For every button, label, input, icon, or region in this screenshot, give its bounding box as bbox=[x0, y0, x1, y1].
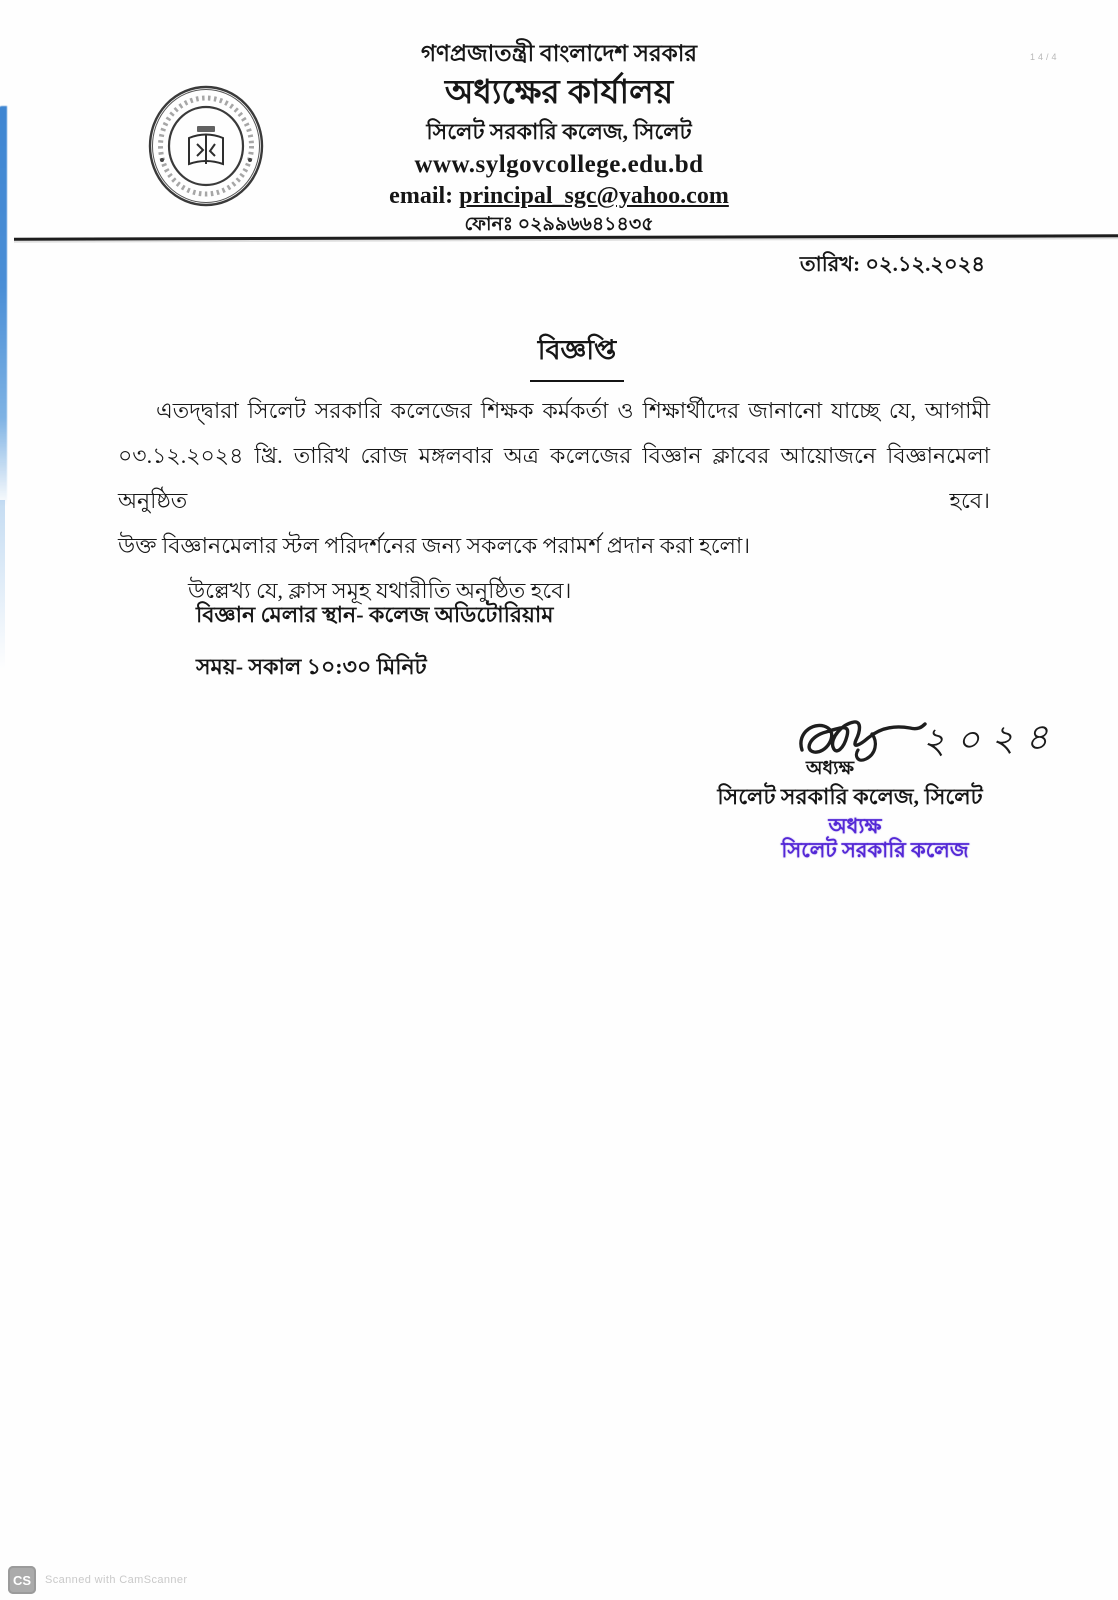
scan-edge-artifact-tail bbox=[0, 500, 5, 670]
government-name: গণপ্রজাতন্ত্রী বাংলাদেশ সরকার bbox=[420, 41, 698, 66]
notice-title: বিজ্ঞপ্তি bbox=[0, 330, 1118, 382]
faint-corner-mark: 14/4 bbox=[1030, 52, 1060, 62]
letterhead bbox=[0, 40, 1118, 237]
office-stamp-designation: অধ্যক্ষ bbox=[828, 814, 882, 838]
body-line: উক্ত বিজ্ঞানমেলার স্টল পরিদর্শনের জন্য সকলকে পরামর্শ প্রদান করা হলো। bbox=[118, 533, 751, 558]
email-label: email: bbox=[389, 182, 460, 209]
signatory-institution: সিলেট সরকারি কলেজ, সিলেট bbox=[717, 784, 983, 809]
phone-number: ফোনঃ ০২৯৯৬৬৪১৪৩৫ bbox=[464, 213, 654, 235]
notice-date: তারিখ: ০২.১২.২০২৪ bbox=[799, 252, 985, 276]
signatory-designation: অধ্যক্ষ bbox=[806, 758, 855, 779]
body-line: এতদ্দ্বারা সিলেট সরকারি কলেজের শিক্ষক কর্মকর্তা ও শিক্ষার্থীদের জানানো যাচ্ছে যে, আগামী bbox=[156, 398, 990, 423]
signature-block bbox=[700, 710, 1060, 880]
signature-year: ২০২৪ bbox=[921, 716, 1061, 762]
office-stamp-institution: সিলেট সরকারি কলেজ bbox=[781, 838, 969, 862]
fair-time: সময়- সকাল ১০:৩০ মিনিট bbox=[196, 654, 427, 679]
camscanner-watermark bbox=[8, 1566, 188, 1594]
email-address: principal_sgc@yahoo.com bbox=[459, 182, 729, 209]
notice-body bbox=[118, 388, 990, 613]
fair-venue: বিজ্ঞান মেলার স্থান- কলেজ অডিটোরিয়াম bbox=[196, 602, 554, 627]
camscanner-text: Scanned with CamScanner bbox=[45, 1574, 188, 1586]
college-name: সিলেট সরকারি কলেজ, সিলেট bbox=[426, 119, 692, 144]
camscanner-icon: CS bbox=[8, 1566, 36, 1594]
body-line: ০৩.১২.২০২৪ খ্রি. তারিখ রোজ মঙ্গলবার অত্র কলেজের বিজ্ঞান ক্লাবের আয়োজনে বিজ্ঞানমেলা অনুষ্ঠিত হবে। bbox=[118, 443, 990, 513]
email-line bbox=[0, 181, 1118, 211]
office-name: অধ্যক্ষের কার্যালয় bbox=[444, 74, 674, 111]
website-url: www.sylgovcollege.edu.bd bbox=[414, 150, 704, 178]
body-line: উল্লেখ্য যে, ক্লাস সমূহ যথারীতি অনুষ্ঠিত হবে। bbox=[188, 578, 572, 603]
